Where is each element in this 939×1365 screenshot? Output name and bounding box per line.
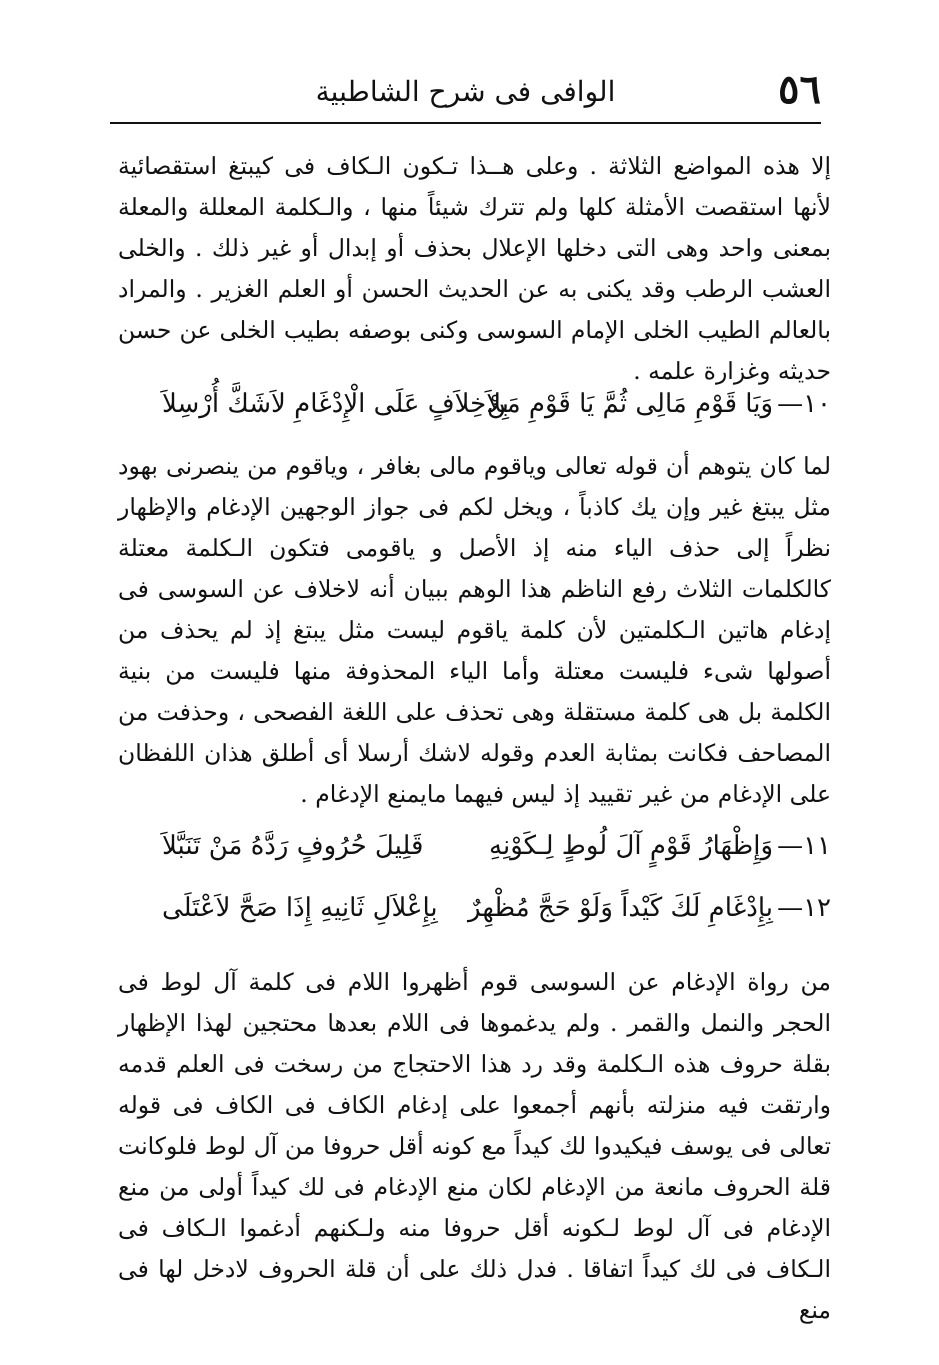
verse-first-hemistich: وَيَا قَوْمِ مَالِى ثُمَّ يَا قَوْمِ مَنْ — [486, 389, 773, 419]
page-header — [110, 62, 821, 120]
verse-number: ١٢— — [777, 893, 831, 923]
verse-12 — [150, 886, 831, 930]
header-rule — [110, 122, 821, 124]
commentary-paragraph-3: من رواة الإدغام عن السوسى قوم أظهروا اللام فى كلمة آل لوط فى الحجر والنمل والقمر . ولم يدغموها فى اللام بعدها محتجين لهذا الإظهار بقلة حروف هذه الـكلمة وقد رد هذا الاحتجاج من رسخت فى العلم قدمه وارتقت فيه منزلته بأنهم أجمعوا على إدغام الكاف فى الكاف فى قوله تعالى فى يوسف فيكيدوا لك كيداً مع كونه أقل حروفا من آل لوط فلوكانت قلة الحروف مانعة من الإدغام لكان منع الإدغام فى لك كيداً أولى من منع الإدغام فى آل لوط لـكونه أقل حروفا منه ولـكنهم أدغموا الـكاف فى الـكاف فى لك كيداً اتفاقا . فدل ذلك على أن قلة الحروف لادخل لها فى منع — [118, 968, 831, 1324]
verse-second-hemistich: بِإِعْلاَلِ ثَانِيهِ إِذَا صَحَّ لاَعْتَلَى — [162, 893, 438, 923]
verse-first-hemistich: وَإِظْهَارُ قَوْمٍ آلَ لُوطٍ لِـكَوْنِهِ — [489, 831, 773, 861]
verse-number: ١١— — [777, 831, 831, 861]
page-number: ٥٦ — [778, 66, 821, 113]
verse-second-hemistich: بِلاَخِلاَفٍ عَلَى الْإِدْغَامِ لاَشَكَّ أُرْسِلاَ — [162, 389, 509, 419]
verse-second-hemistich: قَلِيلَ حُرُوفٍ رَدَّهُ مَنْ تَنَبَّلاَ — [162, 831, 424, 861]
commentary-paragraph-2: لما كان يتوهم أن قوله تعالى وياقوم مالى بغافر ، وياقوم من ينصرنى بهود مثل يبتغ غير وإن يك كاذباً ، ويخل لكم فى جواز الوجهين الإدغام والإظهار نظراً إلى حذف الياء منه إذ الأصل و ياقومى فتكون الـكلمة معتلة كالكلمات الثلاث رفع الناظم هذا الوهم ببيان أنه لاخلاف عن السوسى فى إدغام هاتين الـكلمتين لأن كلمة ياقوم ليست مثل يبتغ إذ لم يحذف من أصولها شىء فليست معتلة وأما الياء المحذوفة منها فليست من بنية الكلمة بل هى كلمة مستقلة وهى تحذف على اللغة الفصحى ، وحذفت من المصاحف فكانت بمثابة العدم وقوله لاشك أرسلا أى أطلق هذان اللفظان على الإدغام من غير تقييد إذ ليس فيهما مايمنع الإدغام . — [118, 452, 831, 808]
verse-first-hemistich: بِإِدْغَامِ لَكَ كَيْداً وَلَوْ حَجَّ مُظْهِرٌ — [468, 893, 773, 923]
verse-11 — [150, 824, 831, 868]
commentary-paragraph-1: إلا هذه المواضع الثلاثة . وعلى هــذا تـكون الـكاف فى كيبتغ استقصائية لأنها استقصت الأمثلة كلها ولم تترك شيئاً منها ، والـكلمة المعللة والمعلة بمعنى واحد وهى التى دخلها الإعلال بحذف أو إبدال أو غير ذلك . والخلى العشب الرطب وقد يكنى به عن الحديث الحسن أو العلم الغزير . والمراد بالعالم الطيب الخلى الإمام السوسى وكنى بوصفه بطيب الخلى عن حسن حديثه وغزارة علمه . — [118, 152, 831, 385]
verse-10 — [150, 382, 831, 426]
running-title: الوافى فى شرح الشاطبية — [315, 75, 616, 108]
verse-number: ١٠— — [777, 389, 831, 419]
